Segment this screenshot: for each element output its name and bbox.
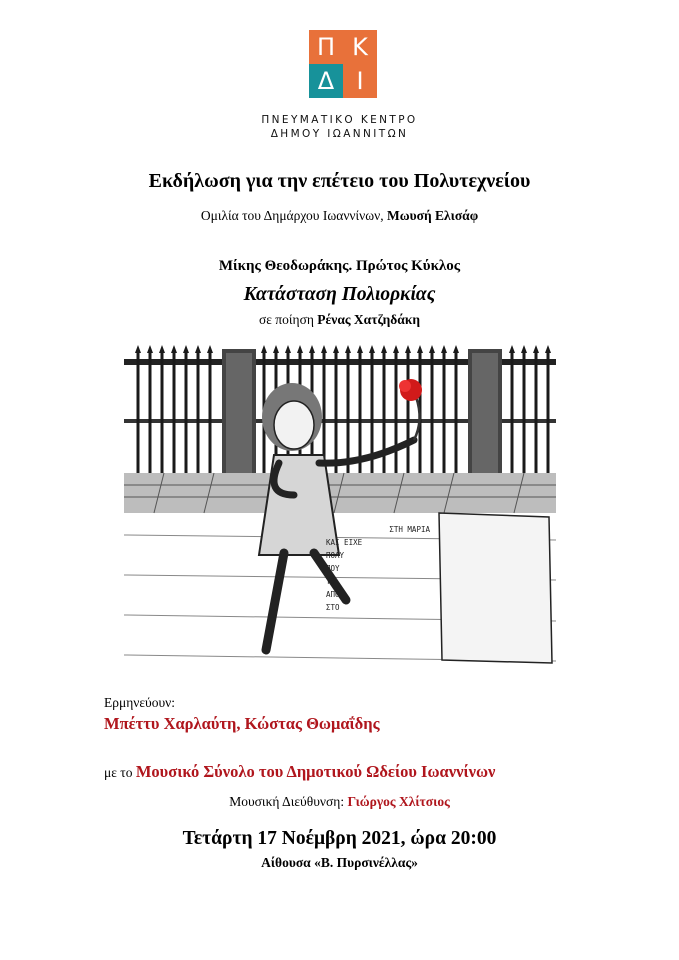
poetry-line [0, 312, 679, 328]
direction-name: Γιώργος Χλίτσιος [347, 794, 450, 809]
direction-line [0, 794, 679, 810]
scrap-line: ΑΠΟ [326, 590, 340, 599]
scrap-line: ΠΟΥ [326, 564, 340, 573]
ensemble-line [104, 762, 495, 782]
speech-speaker: Μωυσή Ελισάφ [387, 208, 479, 223]
scrap-line: ΣΤΗ ΜΑΡΙΑ [389, 525, 430, 534]
performers-names: Μπέττυ Χαρλαύτη, Κώστας Θωμαΐδης [104, 714, 380, 733]
ensemble-prefix: με το [104, 765, 136, 780]
ensemble-name: Μουσικό Σύνολο του Δημοτικού Ωδείου Ιωαννίνων [135, 762, 496, 781]
speech-prefix: Ομιλία του Δημάρχου Ιωαννίνων, [200, 208, 388, 223]
organization-line-2: ΔΗΜΟΥ ΙΩΑΝΝΙΤΩΝ [270, 128, 409, 140]
work-title: Κατάσταση Πολιορκίας [243, 284, 436, 305]
direction-label: Μουσική Διεύθυνση: [229, 794, 348, 809]
organization-line-1: ΠΝΕΥΜΑΤΙΚΟ ΚΕΝΤΡΟ [261, 114, 418, 126]
event-title: Εκδήλωση για την επέτειο του Πολυτεχνείου [148, 170, 531, 192]
logo-cell-pi: Π [309, 30, 343, 64]
logo-cell-delta: Δ [309, 64, 343, 98]
scrap-line: ΠΟΛΥ [326, 551, 345, 560]
performers-label: Ερμηνεύουν: [104, 695, 176, 710]
scrap-line: ΣΤΟ [326, 603, 340, 612]
event-datetime: Τετάρτη 17 Νοέμβρη 2021, ώρα 20:00 [182, 828, 497, 849]
logo-cell-iota: Ι [343, 64, 377, 98]
logo-cell-kappa: Κ [343, 30, 377, 64]
scrap-line: ΤΟ [326, 577, 336, 586]
composer-line: Μίκης Θεοδωράκης. Πρώτος Κύκλος [218, 258, 461, 274]
pkdi-logo [309, 30, 377, 98]
poetry-prefix: σε ποίηση [258, 312, 318, 327]
girl-with-carnation-drawing [124, 345, 556, 669]
event-venue: Αίθουσα «Β. Πυρσινέλλας» [261, 855, 418, 870]
scrap-line: ΚΑΙ ΕΙΧΕ [326, 538, 363, 547]
poetry-poet: Ρένας Χατζηδάκη [317, 312, 420, 327]
speech-line [0, 208, 679, 224]
